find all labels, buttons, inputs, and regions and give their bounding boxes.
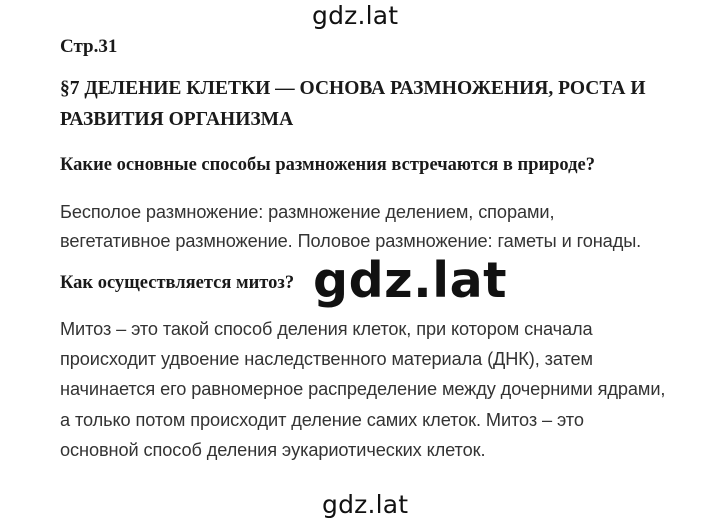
answer-2-line-2: происходит удвоение наследственного материала (ДНК), затем [60,349,593,369]
answer-1-line-2: вегетативное размножение. Половое размножение: гаметы и гонады. [60,231,642,251]
section-title-line-2: РАЗВИТИЯ ОРГАНИЗМА [60,109,294,130]
page-number: Стр.31 [60,36,118,57]
answer-2-line-3: начинается его равномерное распределение между дочерними ядрами, [60,379,666,399]
answer-1-line-1: Бесполое размножение: размножение делением, спорами, [60,202,555,222]
answer-2-line-1: Митоз – это такой способ деления клеток, при котором сначала [60,319,593,339]
section-title-line-1: §7 ДЕЛЕНИЕ КЛЕТКИ — ОСНОВА РАЗМНОЖЕНИЯ, РОСТА И [60,78,646,99]
question-2: Как осуществляется митоз? [60,273,295,293]
watermark-bottom: gdz.lat [322,490,409,519]
answer-2-line-5: основной способ деления эукариотических клеток. [60,440,486,460]
watermark-middle: gdz.lat [313,252,508,309]
answer-2-line-4: а только потом происходит деление самих клеток. Митоз – это [60,410,584,430]
watermark-top: gdz.lat [312,1,399,30]
question-1: Какие основные способы размножения встречаются в природе? [60,155,595,175]
